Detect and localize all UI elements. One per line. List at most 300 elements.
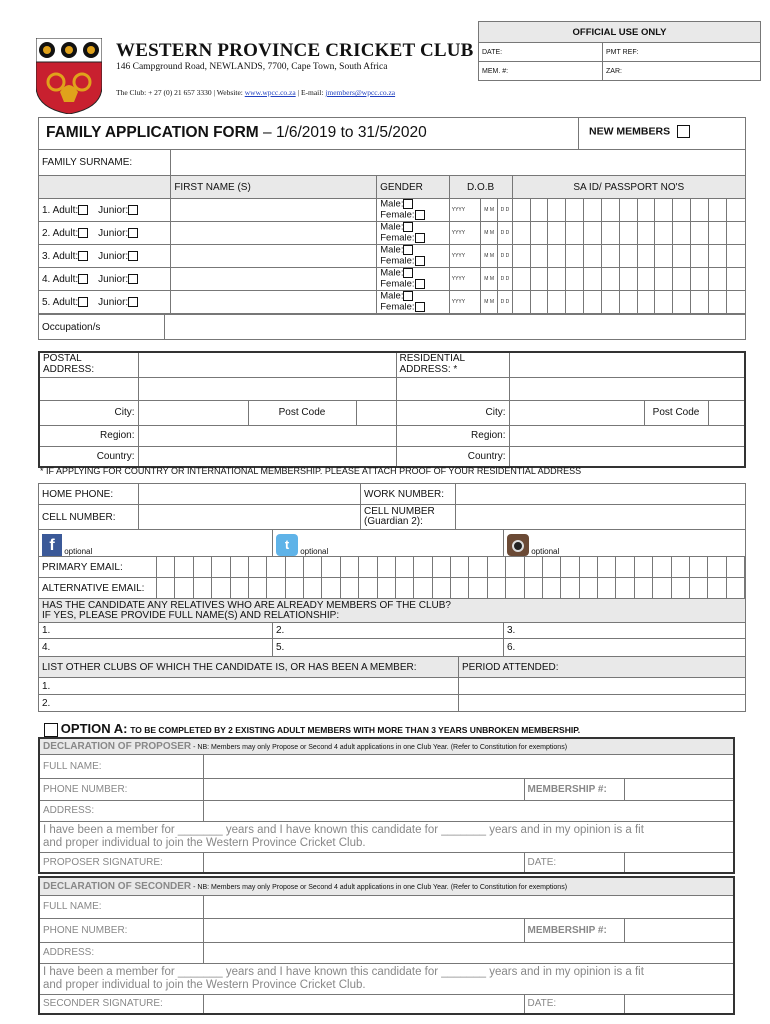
id-digit-box[interactable] [637, 291, 655, 314]
dob-month[interactable]: M M [481, 222, 498, 245]
dob-month[interactable]: M M [481, 245, 498, 268]
id-digit-box[interactable] [691, 291, 709, 314]
email-char-box[interactable] [396, 578, 414, 598]
occupation-table [38, 314, 746, 340]
work-number-label: WORK NUMBER: [361, 484, 456, 505]
email-char-box[interactable] [304, 557, 322, 577]
seconder-address-label: ADDRESS: [39, 942, 203, 963]
email-char-box[interactable] [506, 557, 524, 577]
id-digit-box[interactable] [691, 268, 709, 291]
male-label: Male: [380, 222, 404, 233]
email-char-box[interactable] [561, 578, 579, 598]
email-char-box[interactable] [653, 557, 671, 577]
seconder-date-label: DATE: [524, 994, 624, 1014]
postal-city-field[interactable] [138, 400, 248, 425]
male-label: Male: [380, 291, 404, 302]
id-digit-box[interactable] [709, 245, 727, 268]
occupation-label: Occupation/s [39, 315, 165, 340]
seconder-table [38, 876, 735, 1015]
id-digit-box[interactable] [530, 291, 548, 314]
first-name-field[interactable] [171, 199, 377, 222]
id-digit-box[interactable] [512, 268, 530, 291]
relative-2[interactable]: 2. [273, 623, 504, 639]
id-digit-box[interactable] [530, 268, 548, 291]
email-link[interactable]: jmembers@wpcc.co.za [325, 88, 396, 97]
option-a-title: OPTION A: [60, 721, 128, 736]
proposer-date-label: DATE: [524, 852, 624, 873]
female-checkbox[interactable] [415, 302, 425, 312]
email-char-box[interactable] [727, 578, 745, 598]
official-pmt-ref: PMT REF: [603, 43, 761, 62]
email-char-box[interactable] [506, 578, 524, 598]
res-region-field[interactable] [509, 425, 745, 446]
email-char-box[interactable] [635, 557, 653, 577]
id-digit-box[interactable] [548, 245, 566, 268]
email-char-box[interactable] [488, 578, 506, 598]
junior-checkbox[interactable] [128, 251, 138, 261]
email-char-box[interactable] [194, 557, 212, 577]
club-name: WESTERN PROVINCE CRICKET CLUB [116, 40, 474, 61]
club-2[interactable]: 2. [39, 695, 459, 712]
female-checkbox[interactable] [415, 210, 425, 220]
id-digit-box[interactable] [512, 199, 530, 222]
id-digit-box[interactable] [655, 222, 673, 245]
website-link[interactable]: www.wpcc.co.za [244, 88, 296, 97]
primary-email-field[interactable] [157, 557, 746, 578]
id-digit-box[interactable] [566, 199, 584, 222]
official-use-title: OFFICIAL USE ONLY [479, 22, 761, 43]
male-checkbox[interactable] [403, 268, 413, 278]
id-digit-box[interactable] [566, 291, 584, 314]
id-digit-box[interactable] [601, 222, 619, 245]
club-2-period[interactable] [459, 695, 746, 712]
club-1-period[interactable] [459, 678, 746, 695]
email-char-box[interactable] [433, 557, 451, 577]
dob-header: D.O.B [449, 176, 512, 199]
proposer-statement-1: I have been a member for _______ years and I have known this candidate for _______ years and in my opinion is a fit [43, 823, 644, 836]
id-digit-box[interactable] [655, 268, 673, 291]
email-char-box[interactable] [322, 578, 340, 598]
gender-cell [377, 222, 449, 245]
male-checkbox[interactable] [403, 222, 413, 232]
junior-checkbox[interactable] [128, 205, 138, 215]
new-members-box [578, 117, 746, 149]
id-digit-box[interactable] [530, 199, 548, 222]
id-digit-box[interactable] [584, 199, 602, 222]
id-digit-box[interactable] [530, 222, 548, 245]
id-digit-box[interactable] [673, 222, 691, 245]
email-char-box[interactable] [616, 557, 634, 577]
id-digit-box[interactable] [584, 291, 602, 314]
residential-address-line2[interactable] [509, 377, 745, 400]
id-digit-box[interactable] [512, 291, 530, 314]
club-address: 146 Campground Road, NEWLANDS, 7700, Cape Town, South Africa [116, 62, 388, 72]
id-digit-box[interactable] [637, 199, 655, 222]
junior-checkbox[interactable] [128, 274, 138, 284]
email-char-box[interactable] [525, 557, 543, 577]
twitter-icon: t [276, 534, 298, 556]
id-digit-box[interactable] [601, 245, 619, 268]
email-char-box[interactable] [231, 557, 249, 577]
postal-region-label: Region: [39, 425, 138, 446]
email-char-box[interactable] [580, 557, 598, 577]
postal-region-field[interactable] [138, 425, 396, 446]
male-checkbox[interactable] [403, 199, 413, 209]
adult-label: Adult: [52, 227, 79, 239]
id-digit-box[interactable] [530, 245, 548, 268]
first-name-field[interactable] [171, 268, 377, 291]
postal-address-label: POSTAL ADDRESS: [39, 352, 138, 377]
work-number-field[interactable] [456, 484, 746, 505]
adult-checkbox[interactable] [78, 251, 88, 261]
dob-day[interactable]: D D [498, 291, 513, 314]
alt-email-field[interactable] [157, 578, 746, 599]
email-char-box[interactable] [304, 578, 322, 598]
adult-label: Adult: [52, 296, 79, 308]
postal-code-field[interactable] [356, 400, 396, 425]
family-surname-field[interactable] [171, 150, 746, 176]
id-digit-box[interactable] [673, 245, 691, 268]
adult-checkbox[interactable] [78, 205, 88, 215]
clubs-table [38, 656, 746, 712]
email-table [38, 556, 746, 599]
id-digit-box[interactable] [637, 245, 655, 268]
id-digit-box[interactable] [637, 222, 655, 245]
email-char-box[interactable] [249, 578, 267, 598]
seconder-signature-field[interactable] [203, 994, 524, 1014]
seconder-signature-label: SECONDER SIGNATURE: [39, 994, 203, 1014]
id-digit-box[interactable] [619, 199, 637, 222]
relative-1[interactable]: 1. [39, 623, 273, 639]
club-crest [36, 38, 102, 114]
res-city-label: City: [396, 400, 509, 425]
email-char-box[interactable] [378, 578, 396, 598]
proposer-signature-field[interactable] [203, 852, 524, 873]
members-table [38, 149, 746, 199]
proposer-date-field[interactable] [624, 852, 734, 873]
email-char-box[interactable] [561, 557, 579, 577]
email-char-box[interactable] [469, 557, 487, 577]
male-label: Male: [380, 268, 404, 279]
email-char-box[interactable] [267, 578, 285, 598]
instagram-icon [507, 534, 529, 556]
dob-day[interactable]: D D [498, 245, 513, 268]
relative-5[interactable]: 5. [273, 639, 504, 657]
member-number: 4. [42, 273, 51, 285]
email-char-box[interactable] [580, 578, 598, 598]
proposer-address-field[interactable] [203, 800, 734, 821]
first-name-header: FIRST NAME (S) [171, 176, 377, 199]
email-char-box[interactable] [322, 557, 340, 577]
id-digit-box[interactable] [548, 199, 566, 222]
id-digit-box[interactable] [584, 222, 602, 245]
facebook-icon: f [42, 534, 62, 556]
seconder-statement-1: I have been a member for _______ years and I have known this candidate for _______ years and in my opinion is a fit [43, 965, 644, 978]
option-a-checkbox[interactable] [44, 723, 58, 737]
res-code-field[interactable] [708, 400, 745, 425]
female-checkbox[interactable] [415, 233, 425, 243]
twitter-cell[interactable] [273, 530, 504, 557]
email-char-box[interactable] [635, 578, 653, 598]
id-digit-box[interactable] [619, 291, 637, 314]
dob-day[interactable]: D D [498, 268, 513, 291]
female-label: Female: [380, 278, 415, 290]
email-char-box[interactable] [286, 557, 304, 577]
junior-label: Junior: [98, 273, 129, 285]
res-country-field[interactable] [509, 446, 745, 467]
blank-header-cell [39, 176, 171, 199]
email-char-box[interactable] [359, 557, 377, 577]
id-digit-box[interactable] [584, 245, 602, 268]
seconder-fullname-field[interactable] [203, 895, 734, 918]
member-row [39, 291, 746, 314]
dob-month[interactable]: M M [481, 291, 498, 314]
email-char-box[interactable] [451, 578, 469, 598]
id-digit-box[interactable] [548, 291, 566, 314]
id-digit-box[interactable] [726, 199, 745, 222]
junior-checkbox[interactable] [128, 228, 138, 238]
male-checkbox[interactable] [403, 245, 413, 255]
email-char-box[interactable] [451, 557, 469, 577]
dob-year[interactable]: YYYY [449, 268, 481, 291]
dob-day[interactable]: D D [498, 199, 513, 222]
junior-checkbox[interactable] [128, 297, 138, 307]
email-char-box[interactable] [653, 578, 671, 598]
member-type-cell [39, 199, 171, 222]
proposer-statement-2: and proper individual to join the Western Province Cricket Club. [43, 836, 366, 849]
email-char-box[interactable] [469, 578, 487, 598]
facebook-optional: optional [64, 547, 93, 556]
email-char-box[interactable] [175, 578, 193, 598]
relatives-question: HAS THE CANDIDATE ANY RELATIVES WHO ARE ALREADY MEMBERS OF THE CLUB? [42, 599, 451, 611]
cell-number-label: CELL NUMBER: [39, 505, 139, 530]
proposer-heading: DECLARATION OF PROPOSER [43, 740, 192, 752]
dob-year[interactable]: YYYY [449, 222, 481, 245]
relative-4[interactable]: 4. [39, 639, 273, 657]
first-name-field[interactable] [171, 291, 377, 314]
email-char-box[interactable] [231, 578, 249, 598]
seconder-heading: DECLARATION OF SECONDER [43, 880, 192, 892]
id-digit-box[interactable] [709, 268, 727, 291]
facebook-cell[interactable] [39, 530, 273, 557]
address-table [38, 351, 746, 468]
seconder-address-field[interactable] [203, 942, 734, 963]
seconder-phone-label: PHONE NUMBER: [39, 918, 203, 942]
email-char-box[interactable] [690, 557, 708, 577]
gender-header: GENDER [377, 176, 449, 199]
adult-checkbox[interactable] [78, 228, 88, 238]
email-char-box[interactable] [598, 557, 616, 577]
id-digit-box[interactable] [673, 291, 691, 314]
adult-label: Adult: [52, 250, 79, 262]
postal-code-label: Post Code [248, 400, 356, 425]
member-row [39, 245, 746, 268]
email-char-box[interactable] [175, 557, 193, 577]
id-digit-box[interactable] [566, 268, 584, 291]
home-phone-field[interactable] [139, 484, 361, 505]
res-city-field[interactable] [509, 400, 644, 425]
id-digit-box[interactable] [691, 245, 709, 268]
email-char-box[interactable] [157, 557, 175, 577]
seconder-date-field[interactable] [624, 994, 734, 1014]
member-type-cell [39, 245, 171, 268]
id-digit-box[interactable] [566, 222, 584, 245]
email-char-box[interactable] [194, 578, 212, 598]
member-type-cell [39, 268, 171, 291]
email-char-box[interactable] [341, 578, 359, 598]
email-char-box[interactable] [708, 578, 726, 598]
email-char-box[interactable] [249, 557, 267, 577]
id-digit-box[interactable] [655, 199, 673, 222]
female-checkbox[interactable] [415, 279, 425, 289]
postal-address-line1[interactable] [138, 352, 396, 377]
id-digit-box[interactable] [655, 245, 673, 268]
id-digit-box[interactable] [619, 268, 637, 291]
first-name-field[interactable] [171, 245, 377, 268]
relative-6[interactable]: 6. [504, 639, 746, 657]
id-digit-box[interactable] [691, 222, 709, 245]
proposer-table [38, 737, 735, 874]
proposer-address-label: ADDRESS: [39, 800, 203, 821]
other-clubs-label: LIST OTHER CLUBS OF WHICH THE CANDIDATE IS, OR HAS BEEN A MEMBER: [39, 657, 459, 678]
adult-checkbox[interactable] [78, 297, 88, 307]
period-attended-label: PERIOD ATTENDED: [459, 657, 746, 678]
id-digit-box[interactable] [637, 268, 655, 291]
email-char-box[interactable] [525, 578, 543, 598]
residential-address-line1[interactable] [509, 352, 745, 377]
dob-year[interactable]: YYYY [449, 291, 481, 314]
email-char-box[interactable] [672, 578, 690, 598]
instagram-cell[interactable] [504, 530, 746, 557]
official-use-box [478, 21, 761, 81]
id-digit-box[interactable] [548, 222, 566, 245]
id-digit-box[interactable] [619, 222, 637, 245]
alt-email-label: ALTERNATIVE EMAIL: [39, 578, 157, 599]
dob-month[interactable]: M M [481, 268, 498, 291]
new-members-checkbox[interactable] [677, 125, 690, 138]
email-char-box[interactable] [672, 557, 690, 577]
id-digit-box[interactable] [566, 245, 584, 268]
proposer-phone-label: PHONE NUMBER: [39, 778, 203, 800]
official-date: DATE: [479, 43, 603, 62]
form-period: – 1/6/2019 to 31/5/2020 [263, 124, 427, 141]
email-char-box[interactable] [212, 557, 230, 577]
member-row [39, 199, 746, 222]
email-char-box[interactable] [414, 578, 432, 598]
id-digit-box[interactable] [726, 268, 745, 291]
id-digit-box[interactable] [548, 268, 566, 291]
email-char-box[interactable] [690, 578, 708, 598]
id-digit-box[interactable] [726, 245, 745, 268]
first-name-field[interactable] [171, 222, 377, 245]
proposer-fullname-field[interactable] [203, 754, 734, 778]
email-char-box[interactable] [267, 557, 285, 577]
proposer-membership-field[interactable] [624, 778, 734, 800]
occupation-field[interactable] [165, 315, 746, 340]
male-checkbox[interactable] [403, 291, 413, 301]
id-digit-box[interactable] [709, 199, 727, 222]
club-contact-line [116, 88, 395, 97]
seconder-membership-field[interactable] [624, 918, 734, 942]
dob-day[interactable]: D D [498, 222, 513, 245]
gender-cell [377, 245, 449, 268]
member-number: 3. [42, 250, 51, 262]
id-digit-box[interactable] [709, 291, 727, 314]
email-char-box[interactable] [727, 557, 745, 577]
email-char-box[interactable] [359, 578, 377, 598]
id-digit-box[interactable] [584, 268, 602, 291]
cell-guardian-field[interactable] [456, 505, 746, 530]
female-checkbox[interactable] [415, 256, 425, 266]
email-char-box[interactable] [488, 557, 506, 577]
dob-month[interactable]: M M [481, 199, 498, 222]
male-label: Male: [380, 199, 404, 210]
junior-label: Junior: [98, 296, 129, 308]
email-char-box[interactable] [378, 557, 396, 577]
id-digit-box[interactable] [673, 268, 691, 291]
member-row [39, 268, 746, 291]
id-digit-box[interactable] [601, 199, 619, 222]
social-table [38, 529, 746, 557]
id-digit-box[interactable] [655, 291, 673, 314]
relatives-table [38, 598, 746, 657]
email-char-box[interactable] [543, 578, 561, 598]
id-digit-box[interactable] [512, 245, 530, 268]
adult-checkbox[interactable] [78, 274, 88, 284]
cell-number-field[interactable] [139, 505, 361, 530]
id-digit-box[interactable] [601, 268, 619, 291]
postal-address-line2[interactable] [138, 377, 396, 400]
email-char-box[interactable] [212, 578, 230, 598]
email-char-box[interactable] [433, 578, 451, 598]
email-char-box[interactable] [286, 578, 304, 598]
junior-label: Junior: [98, 204, 129, 216]
id-digit-box[interactable] [619, 245, 637, 268]
family-surname-label: FAMILY SURNAME: [39, 150, 171, 176]
id-digit-box[interactable] [709, 222, 727, 245]
proposer-note: - NB: Members may only Propose or Second 4 adult applications in one Club Year. (Refer to Constitution for exemptions) [193, 743, 568, 751]
seconder-phone-field[interactable] [203, 918, 524, 942]
email-char-box[interactable] [341, 557, 359, 577]
email-char-box[interactable] [396, 557, 414, 577]
email-char-box[interactable] [598, 578, 616, 598]
relative-3[interactable]: 3. [504, 623, 746, 639]
res-region-label: Region: [396, 425, 509, 446]
id-digit-box[interactable] [726, 291, 745, 314]
club-1[interactable]: 1. [39, 678, 459, 695]
email-char-box[interactable] [543, 557, 561, 577]
member-type-cell [39, 291, 171, 314]
id-digit-box[interactable] [512, 222, 530, 245]
postal-country-field[interactable] [138, 446, 396, 467]
proposer-phone-field[interactable] [203, 778, 524, 800]
residential-blank [396, 377, 509, 400]
member-row [39, 222, 746, 245]
email-char-box[interactable] [414, 557, 432, 577]
email-char-box[interactable] [616, 578, 634, 598]
dob-year[interactable]: YYYY [449, 199, 481, 222]
id-digit-box[interactable] [726, 222, 745, 245]
seconder-membership-label: MEMBERSHIP #: [524, 918, 624, 942]
email-char-box[interactable] [708, 557, 726, 577]
id-digit-box[interactable] [601, 291, 619, 314]
id-digit-box[interactable] [673, 199, 691, 222]
female-label: Female: [380, 232, 415, 244]
email-char-box[interactable] [157, 578, 175, 598]
dob-year[interactable]: YYYY [449, 245, 481, 268]
gender-cell [377, 268, 449, 291]
id-digit-box[interactable] [691, 199, 709, 222]
